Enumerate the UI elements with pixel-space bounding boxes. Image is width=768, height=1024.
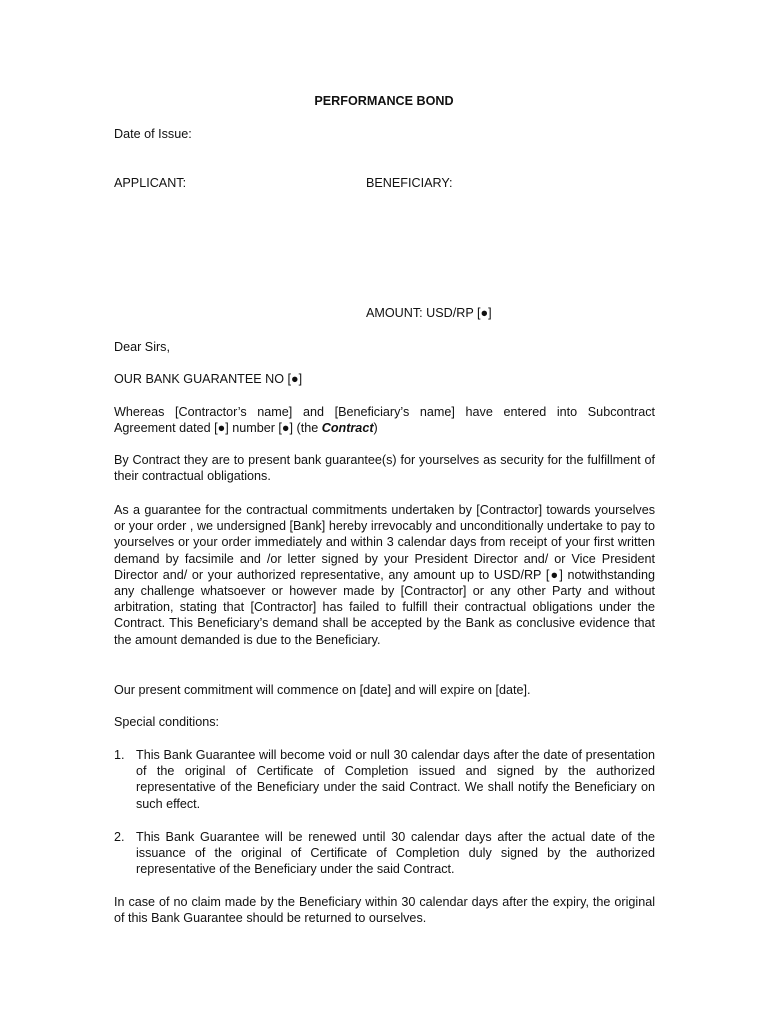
condition-item-1 [114, 747, 655, 812]
special-conditions-heading: Special conditions: [114, 715, 220, 729]
commitment-paragraph: Our present commitment will commence on [date] and will expire on [date]. [114, 683, 531, 697]
contract-term: Contract [321, 421, 374, 436]
whereas-paragraph [114, 404, 655, 436]
salutation: Dear Sirs, [114, 340, 170, 354]
beneficiary-label: BENEFICIARY: [366, 176, 453, 190]
condition-text: This Bank Guarantee will be renewed until 30 calendar days after the actual date of the issuance of the original of Certificate of Completion duly signed by the authorized representative of the Beneficiary under the said Contract. [136, 830, 655, 877]
contract-paragraph: By Contract they are to present bank guarantee(s) for yourselves as security for the fulfillment of their contractual obligations. [114, 453, 655, 484]
condition-text: This Bank Guarantee will become void or null 30 calendar days after the date of presentation of the original of Certificate of Completion issued and signed by the authorized representative of the Beneficiary under the said Contract. We shall notify the Beneficiary on such effect. [136, 748, 655, 811]
condition-number: 1. [114, 748, 125, 762]
guarantee-number-line: OUR BANK GUARANTEE NO [●] [114, 372, 303, 386]
guarantee-paragraph: As a guarantee for the contractual commitments undertaken by [Contractor] towards yourselves or your order , we undersigned [Bank] hereby irrevocably and unconditionally undertake to pay to yourselves or your order immediately and within 3 calendar days from receipt of your first written demand by facsimile and /or letter signed by your President Director and/ or Vice President Director and/ or your authorized representative, any amount up to USD/RP [●] notwithstanding any challenge whatsoever or however made by [Contractor] or any other Party and without arbitration, stating that [Contractor] has failed to fulfill their contractual obligations under the Contract. This Beneficiary’s demand shall be accepted by the Bank as conclusive evidence that the amount demanded is due to the Beneficiary. [114, 503, 655, 647]
whereas-close: ) [373, 421, 378, 436]
whereas-text: Whereas [Contractor’s name] and [Beneficiary’s name] have entered into Subcontract Agreement dated [●] number [●] (the [114, 405, 655, 436]
applicant-label: APPLICANT: [114, 176, 187, 190]
no-claim-paragraph: In case of no claim made by the Beneficiary within 30 calendar days after the expiry, the original of this Bank Guarantee should be returned to ourselves. [114, 895, 655, 926]
amount-line: AMOUNT: USD/RP [●] [366, 306, 492, 320]
condition-item-2 [114, 829, 655, 878]
condition-number: 2. [114, 830, 125, 844]
date-of-issue-label: Date of Issue: [114, 127, 192, 141]
document-title: PERFORMANCE BOND [314, 94, 454, 108]
